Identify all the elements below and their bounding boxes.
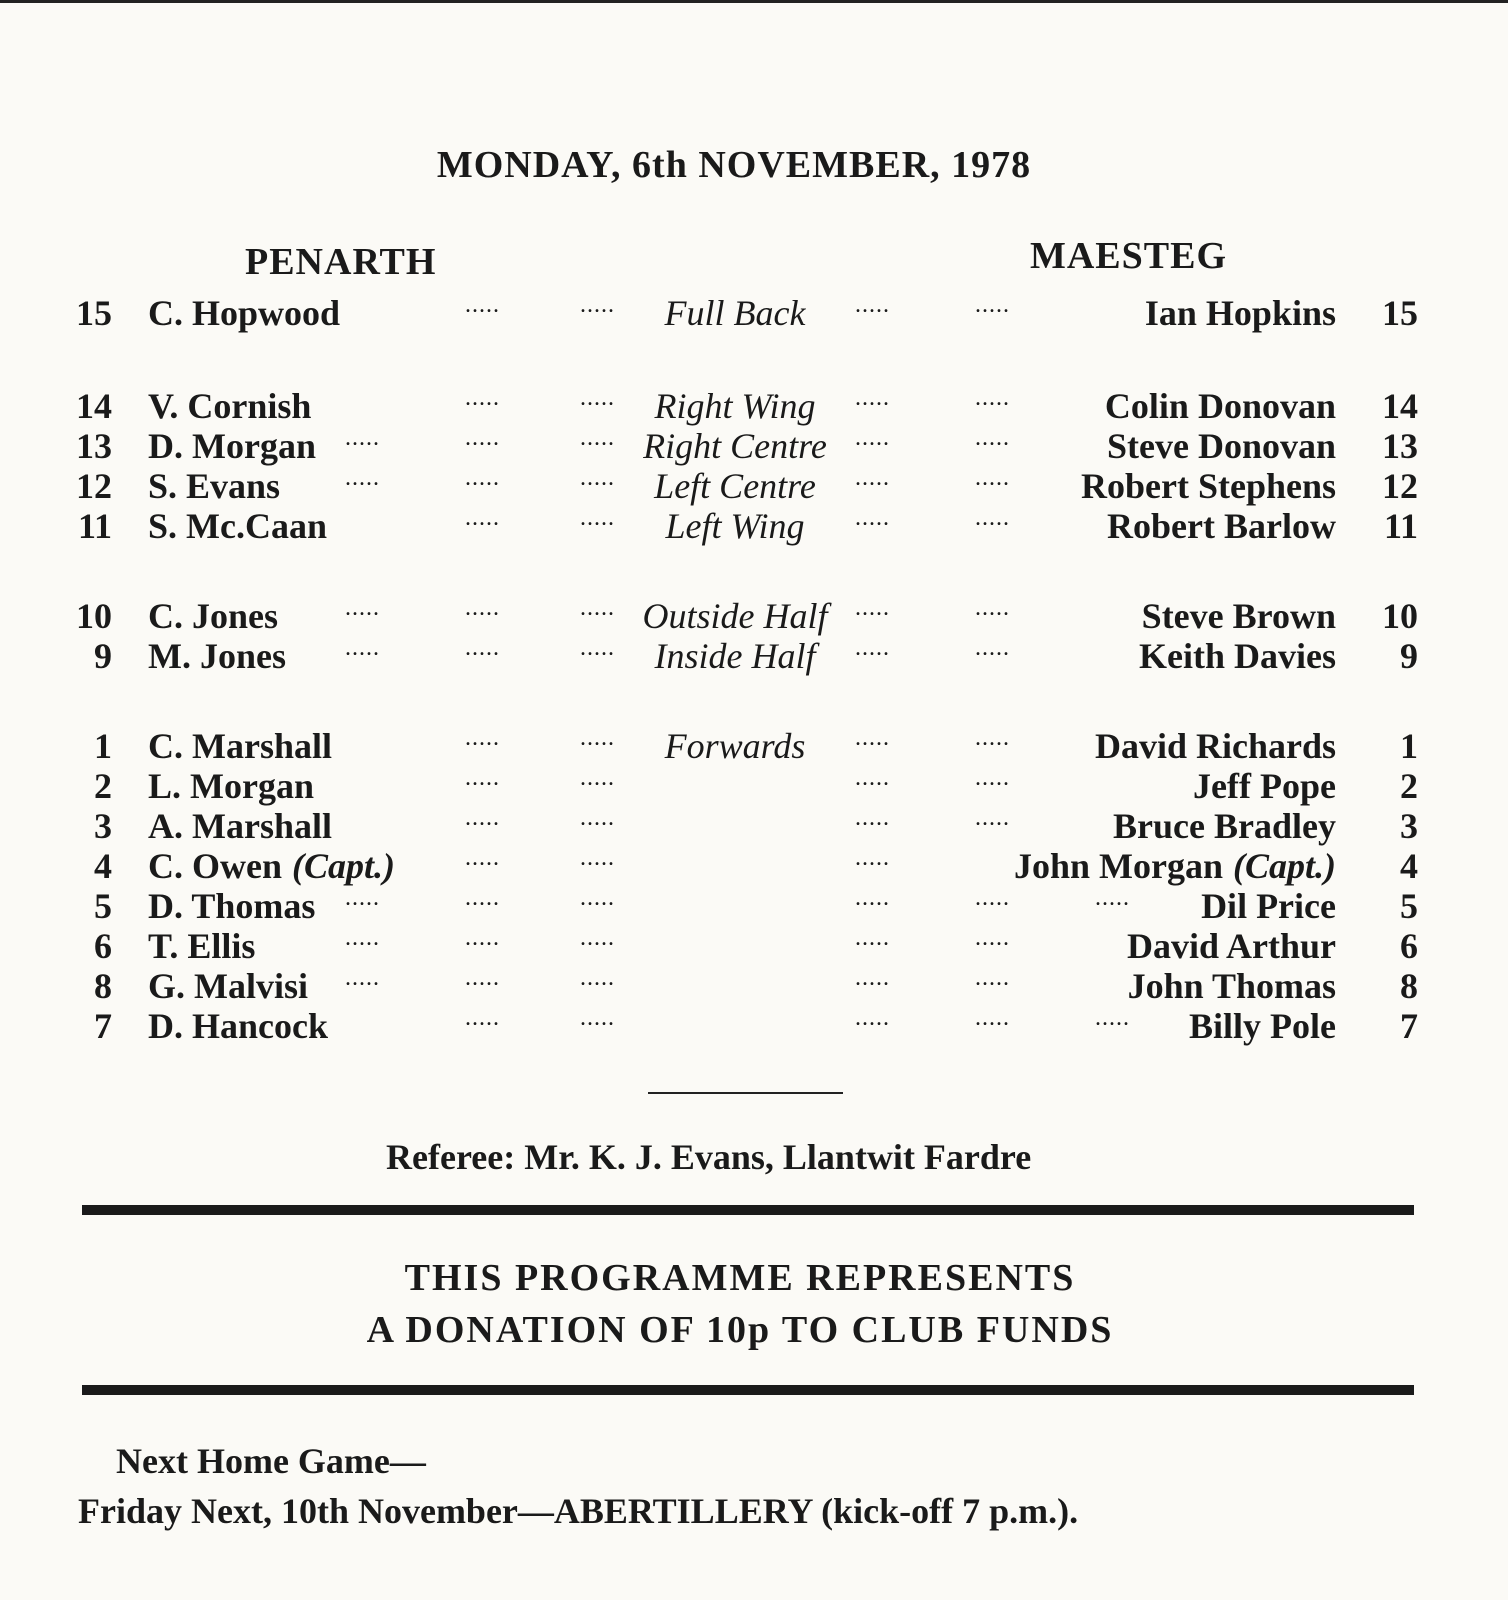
leader-dots: ..... [580,425,615,451]
home-player-number: 11 [77,506,112,546]
leader-dots: ..... [465,635,500,661]
leader-dots: ..... [855,805,890,831]
leader-dots: ..... [345,635,380,661]
home-player-number: 10 [76,596,112,636]
leader-dots: ..... [855,845,890,871]
away-player-name [1081,465,1336,507]
position-label: Right Centre [643,426,827,466]
home-player-name-text: C. Jones [148,596,279,636]
home-player-name-text: C. Hopwood [148,293,341,333]
leader-dots: ..... [580,965,615,991]
leader-dots: ..... [465,805,500,831]
away-player-name-text: Colin Donovan [1104,386,1336,426]
lineup-row [0,635,1508,675]
leader-dots: ..... [975,465,1010,491]
home-player-name-text: D. Hancock [148,1006,328,1046]
leader-dots: ..... [465,425,500,451]
leader-dots: ..... [855,635,890,661]
leader-dots: ..... [975,635,1010,661]
leader-dots: ..... [855,765,890,791]
away-player-name-text: Robert Barlow [1107,506,1336,546]
home-player-number: 12 [76,466,112,506]
next-game-details: Friday Next, 10th November—ABERTILLERY (kick-off 7 p.m.). [78,1491,1079,1531]
away-player-name-text: David Richards [1094,726,1336,766]
leader-dots: ..... [580,765,615,791]
short-divider [648,1092,843,1094]
home-player-name-text: M. Jones [148,636,286,676]
away-player-name-text: Dil Price [1201,886,1336,926]
leader-dots: ..... [855,465,890,491]
home-player-name [148,595,278,637]
home-player-number: 9 [94,636,112,676]
leader-dots: ..... [580,925,615,951]
away-player-name [1127,925,1336,967]
leader-dots: ..... [975,595,1010,621]
home-player-name [148,425,316,467]
leader-dots: ..... [975,965,1010,991]
lineup-row [0,845,1508,885]
away-player-name [1095,725,1336,767]
lineup-row [0,885,1508,925]
lineup-row [0,725,1508,765]
home-player-name [148,765,314,807]
lineup-row [0,925,1508,965]
home-player-number: 5 [94,886,112,926]
away-player-number: 12 [1382,466,1418,506]
leader-dots: ..... [465,1005,500,1031]
leader-dots: ..... [855,1005,890,1031]
lineup-row [0,595,1508,635]
away-player-number: 13 [1382,426,1418,466]
away-player-number: 15 [1382,293,1418,333]
home-player-number: 4 [94,846,112,886]
referee-line: Referee: Mr. K. J. Evans, Llantwit Fardre [386,1137,1032,1177]
leader-dots: ..... [580,635,615,661]
home-player-name [148,505,327,547]
home-player-name [148,725,332,767]
leader-dots: ..... [465,845,500,871]
away-player-name [1201,885,1336,927]
position-label: Outside Half [642,596,828,636]
away-player-name-text: John Morgan [1013,846,1223,886]
away-captain-mark: (Capt.) [1233,846,1336,886]
leader-dots: ..... [580,805,615,831]
away-player-name-text: Bruce Bradley [1113,806,1336,846]
leader-dots: ..... [465,595,500,621]
home-player-name-text: V. Cornish [148,386,312,426]
away-player-name [1139,635,1336,677]
home-player-name-text: D. Thomas [148,886,316,926]
thick-divider-bottom [82,1385,1414,1395]
home-player-number: 6 [94,926,112,966]
away-team-title: MAESTEG [1030,235,1228,277]
leader-dots: ..... [855,925,890,951]
leader-dots: ..... [580,845,615,871]
position-label: Inside Half [654,636,816,676]
home-player-name [148,635,286,677]
lineup-row [0,385,1508,425]
home-player-name-text: C. Marshall [148,726,332,766]
position-label: Full Back [664,293,806,333]
home-player-name [148,1005,328,1047]
leader-dots: ..... [855,965,890,991]
leader-dots: ..... [580,1005,615,1031]
away-player-name-text: Ian Hopkins [1144,293,1336,333]
away-player-number: 14 [1382,386,1418,426]
home-player-name-text: S. Mc.Caan [148,506,327,546]
lineup-row [0,765,1508,805]
away-player-name-text: Jeff Pope [1193,766,1336,806]
home-player-name [148,925,255,967]
lineup-row [0,292,1508,332]
thick-divider-top [82,1205,1414,1215]
leader-dots: ..... [855,725,890,751]
leader-dots: ..... [345,425,380,451]
leader-dots: ..... [855,385,890,411]
away-player-number: 4 [1400,846,1418,886]
away-player-name [1145,292,1336,334]
away-player-name [1107,505,1336,547]
away-player-number: 6 [1400,926,1418,966]
home-player-name [148,805,332,847]
leader-dots: ..... [975,505,1010,531]
leader-dots: ..... [345,965,380,991]
leader-dots: ..... [465,925,500,951]
leader-dots: ..... [580,595,615,621]
leader-dots: ..... [975,292,1010,318]
away-player-name [1113,805,1336,847]
away-player-number: 3 [1400,806,1418,846]
home-player-number: 14 [76,386,112,426]
leader-dots: ..... [345,595,380,621]
leader-dots: ..... [465,505,500,531]
home-captain-mark: (Capt.) [292,846,395,886]
lineup-row [0,965,1508,1005]
home-player-name [148,465,280,507]
leader-dots: ..... [855,425,890,451]
away-player-number: 9 [1400,636,1418,676]
position-label: Left Wing [665,506,805,546]
leader-dots: ..... [580,385,615,411]
donation-notice-line2: A DONATION OF 10p TO CLUB FUNDS [366,1309,1114,1351]
leader-dots: ..... [345,465,380,491]
away-player-name-text: Robert Stephens [1080,466,1336,506]
leader-dots: ..... [975,765,1010,791]
lineup-row [0,425,1508,465]
leader-dots: ..... [345,885,380,911]
home-player-number: 13 [76,426,112,466]
leader-dots: ..... [465,965,500,991]
home-player-number: 8 [94,966,112,1006]
lineup-row [0,1005,1508,1045]
lineup-row [0,505,1508,545]
home-team-title: PENARTH [245,241,437,283]
away-player-name-text: Keith Davies [1139,636,1336,676]
home-player-name-text: G. Malvisi [148,966,308,1006]
home-player-number: 15 [76,293,112,333]
leader-dots: ..... [465,292,500,318]
away-player-number: 8 [1400,966,1418,1006]
leader-dots: ..... [975,385,1010,411]
leader-dots: ..... [975,425,1010,451]
away-player-name-text: Steve Brown [1141,596,1336,636]
away-player-name [1189,1005,1336,1047]
leader-dots: ..... [580,505,615,531]
leader-dots: ..... [1095,885,1130,911]
leader-dots: ..... [465,385,500,411]
leader-dots: ..... [855,505,890,531]
leader-dots: ..... [1095,1005,1130,1031]
away-player-name [1193,765,1336,807]
away-player-name [1105,385,1336,427]
leader-dots: ..... [975,925,1010,951]
leader-dots: ..... [465,725,500,751]
lineup-row [0,465,1508,505]
leader-dots: ..... [580,465,615,491]
position-label: Right Wing [654,386,816,426]
away-player-number: 10 [1382,596,1418,636]
home-player-name-text: S. Evans [148,466,281,506]
away-player-number: 5 [1400,886,1418,926]
home-player-name-text: C. Owen [148,846,282,886]
leader-dots: ..... [465,765,500,791]
leader-dots: ..... [975,805,1010,831]
away-player-name [1107,425,1336,467]
leader-dots: ..... [975,1005,1010,1031]
home-player-name [148,885,315,927]
home-player-number: 3 [94,806,112,846]
away-player-name [1142,595,1336,637]
home-player-number: 2 [94,766,112,806]
away-player-number: 2 [1400,766,1418,806]
away-player-number: 7 [1400,1006,1418,1046]
home-player-name-text: A. Marshall [148,806,332,846]
page-top-edge [0,0,1508,3]
position-label: Left Centre [654,466,816,506]
home-player-name [148,845,395,887]
home-player-number: 1 [94,726,112,766]
leader-dots: ..... [345,925,380,951]
leader-dots: ..... [855,885,890,911]
leader-dots: ..... [580,885,615,911]
donation-notice-line1: THIS PROGRAMME REPRESENTS [404,1257,1076,1299]
leader-dots: ..... [975,725,1010,751]
away-player-name-text: John Thomas [1127,966,1336,1006]
away-player-number: 1 [1400,726,1418,766]
home-player-name [148,292,340,334]
leader-dots: ..... [855,595,890,621]
home-player-name [148,965,308,1007]
next-game-heading: Next Home Game— [116,1441,426,1481]
leader-dots: ..... [975,885,1010,911]
home-player-name-text: D. Morgan [148,426,316,466]
leader-dots: ..... [465,885,500,911]
leader-dots: ..... [580,725,615,751]
away-player-name [1014,845,1336,887]
away-player-name [1128,965,1336,1007]
leader-dots: ..... [855,292,890,318]
leader-dots: ..... [580,292,615,318]
away-player-name-text: Billy Pole [1189,1006,1336,1046]
home-player-name-text: L. Morgan [148,766,314,806]
leader-dots: ..... [465,465,500,491]
away-player-name-text: Steve Donovan [1106,426,1336,466]
position-label: Forwards [664,726,806,766]
home-player-number: 7 [94,1006,112,1046]
match-date: MONDAY, 6th NOVEMBER, 1978 [436,144,1032,186]
away-player-name-text: David Arthur [1126,926,1336,966]
away-player-number: 11 [1383,506,1418,546]
home-player-name-text: T. Ellis [148,926,256,966]
lineup-row [0,805,1508,845]
home-player-name [148,385,311,427]
